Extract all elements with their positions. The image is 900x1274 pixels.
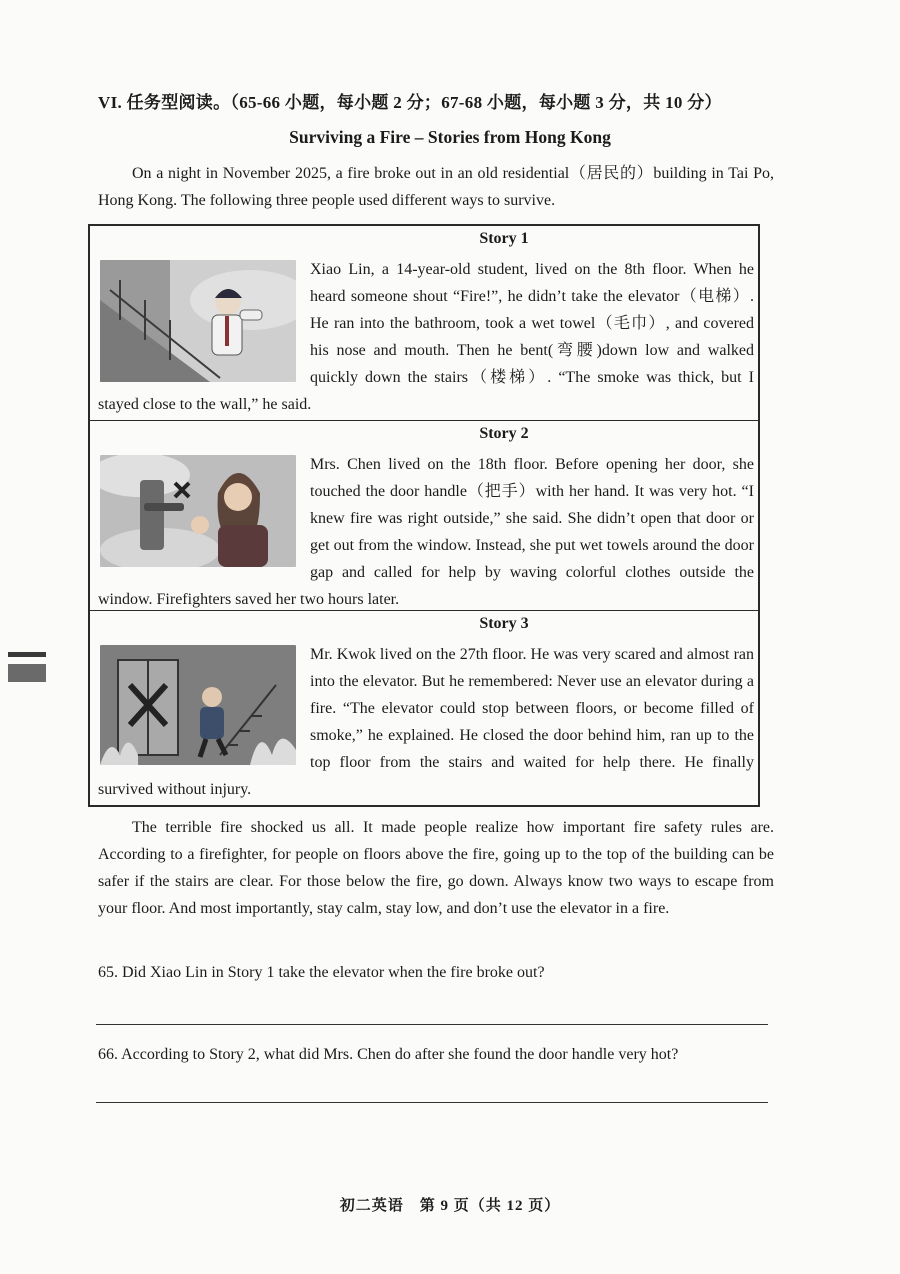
binder-mark (8, 664, 46, 682)
question-65: 65. Did Xiao Lin in Story 1 take the elevator when the fire broke out? (98, 964, 545, 981)
story-text: Mr. Kwok lived on the 27th floor. He was very scared and almost ran into the elevator. But he remembered: Never use an elevator during a fire. “The elevator could stop between floors, or become filled of smoke,” he explained. He closed the door behind him, ran up to the top floor from the stairs and waited for help there. He finally survived without injury. (98, 646, 754, 798)
section-heading: VI. 任务型阅读。（65-66 小题，每小题 2 分；67-68 小题，每小题 3 分，共 10 分） (98, 93, 722, 112)
story-1 (90, 226, 758, 421)
passage-intro: On a night in November 2025, a fire broke out in an old residential（居民的）building in Tai Po, Hong Kong. The following three people used different ways to survive. (98, 165, 774, 209)
stories-box (88, 224, 760, 807)
story-text: Mrs. Chen lived on the 18th floor. Before opening her door, she touched the door handle（把手）with her hand. It was very hot. “I knew fire was right outside,” she said. She didn’t open that door or get out from the window. Instead, she put wet towels around the door gap and called for help by waving colorful clothes outside the window. Firefighters saved her two hours later. (98, 456, 754, 608)
story-label: Story 3 (479, 615, 529, 632)
answer-line[interactable] (96, 1024, 768, 1025)
story-text: Xiao Lin, a 14-year-old student, lived on the 8th floor. When he heard someone shout “Fire!”, he didn’t take the elevator（电梯）. He ran into the bathroom, took a wet towel（毛巾）, and covered his nose and mouth. Then he bent(弯腰)down low and walked quickly down the stairs（楼梯）. “The smoke was thick, but I stayed close to the wall,” he said. (98, 261, 754, 413)
binder-mark (8, 652, 46, 657)
story-label: Story 2 (479, 425, 529, 442)
story-3 (90, 611, 758, 805)
story-2 (90, 421, 758, 611)
elevator-fire-illustration (100, 645, 296, 765)
closing-paragraph: The terrible fire shocked us all. It made people realize how important fire safety rules are. According to a firefighter, for people on floors above the fire, going up to the top of the building can be safer if the stairs are clear. For those below the fire, go down. Always know two ways to escape from your floor. And most importantly, stay calm, stay low, and don’t use the elevator in a fire. (98, 819, 774, 917)
door-handle-illustration (100, 455, 296, 567)
story-label: Story 1 (479, 230, 529, 247)
stairs-illustration (100, 260, 296, 382)
answer-line[interactable] (96, 1102, 768, 1103)
passage-title: Surviving a Fire – Stories from Hong Kong (289, 127, 611, 147)
page-footer: 初二英语 第 9 页（共 12 页） (339, 1198, 561, 1214)
question-66: 66. According to Story 2, what did Mrs. Chen do after she found the door handle very hot? (98, 1046, 679, 1063)
